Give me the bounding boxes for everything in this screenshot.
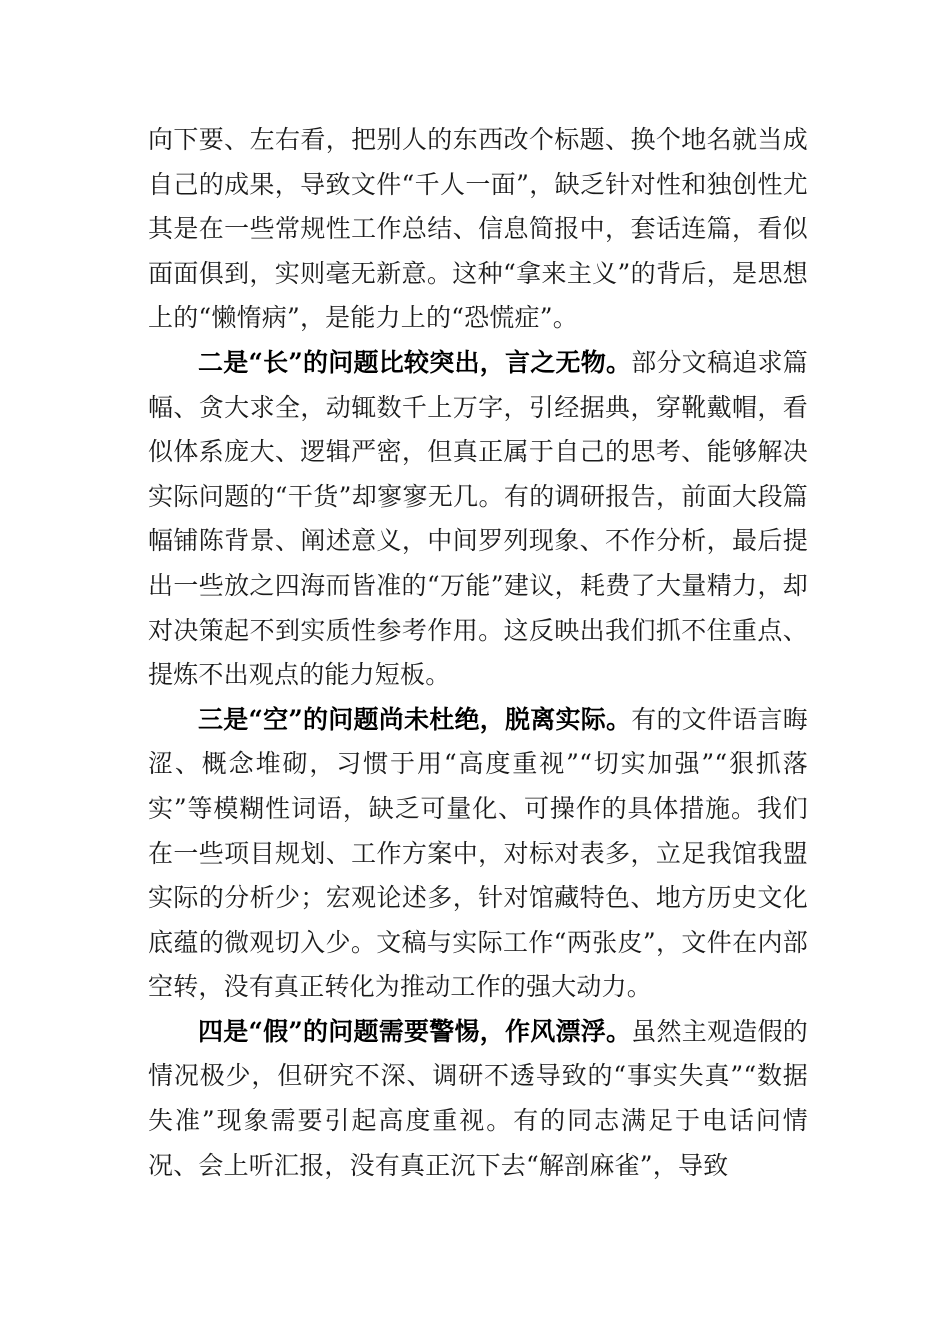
paragraph-issue-long — [148, 341, 808, 698]
paragraph-lead: 四是“假”的问题需要警惕，作风漂浮。 — [198, 1016, 632, 1046]
body-text — [148, 118, 808, 1188]
paragraph-text: 向下要、左右看，把别人的东西改个标题、换个地名就当成自己的成果，导致文件“千人一面”，缺乏针对性和独创性尤其是在一些常规性工作总结、信息简报中，套话连篇，看似面面俱到，实则毫无新意。这种“拿来主义”的背后，是思想上的“懒惰病”，是能力上的“恐慌症”。 — [148, 125, 808, 333]
paragraph-continuation — [148, 118, 808, 341]
paragraph-issue-empty — [148, 698, 808, 1010]
paragraph-text: 有的文件语言晦涩、概念堆砌，习惯于用“高度重视”“切实加强”“狠抓落实”等模糊性词语，缺乏可量化、可操作的具体措施。我们在一些项目规划、工作方案中，对标对表多，立足我馆我盟实际的分析少；宏观论述多，针对馆藏特色、地方历史文化底蕴的微观切入少。文稿与实际工作“两张皮”，文件在内部空转，没有真正转化为推动工作的强大动力。 — [148, 704, 808, 1002]
paragraph-lead: 二是“长”的问题比较突出，言之无物。 — [198, 347, 632, 377]
paragraph-issue-false — [148, 1010, 808, 1188]
paragraph-lead: 三是“空”的问题尚未杜绝，脱离实际。 — [198, 704, 632, 734]
paragraph-text: 部分文稿追求篇幅、贪大求全，动辄数千上万字，引经据典，穿靴戴帽，看似体系庞大、逻辑严密，但真正属于自己的思考、能够解决实际问题的“干货”却寥寥无几。有的调研报告，前面大段篇幅铺陈背景、阐述意义，中间罗列现象、不作分析，最后提出一些放之四海而皆准的“万能”建议，耗费了大量精力，却对决策起不到实质性参考作用。这反映出我们抓不住重点、提炼不出观点的能力短板。 — [148, 347, 808, 690]
paragraph-text: 虽然主观造假的情况极少，但研究不深、调研不透导致的“事实失真”“数据失准”现象需要引起高度重视。有的同志满足于电话问情况、会上听汇报，没有真正沉下去“解剖麻雀”，导致 — [148, 1016, 808, 1180]
